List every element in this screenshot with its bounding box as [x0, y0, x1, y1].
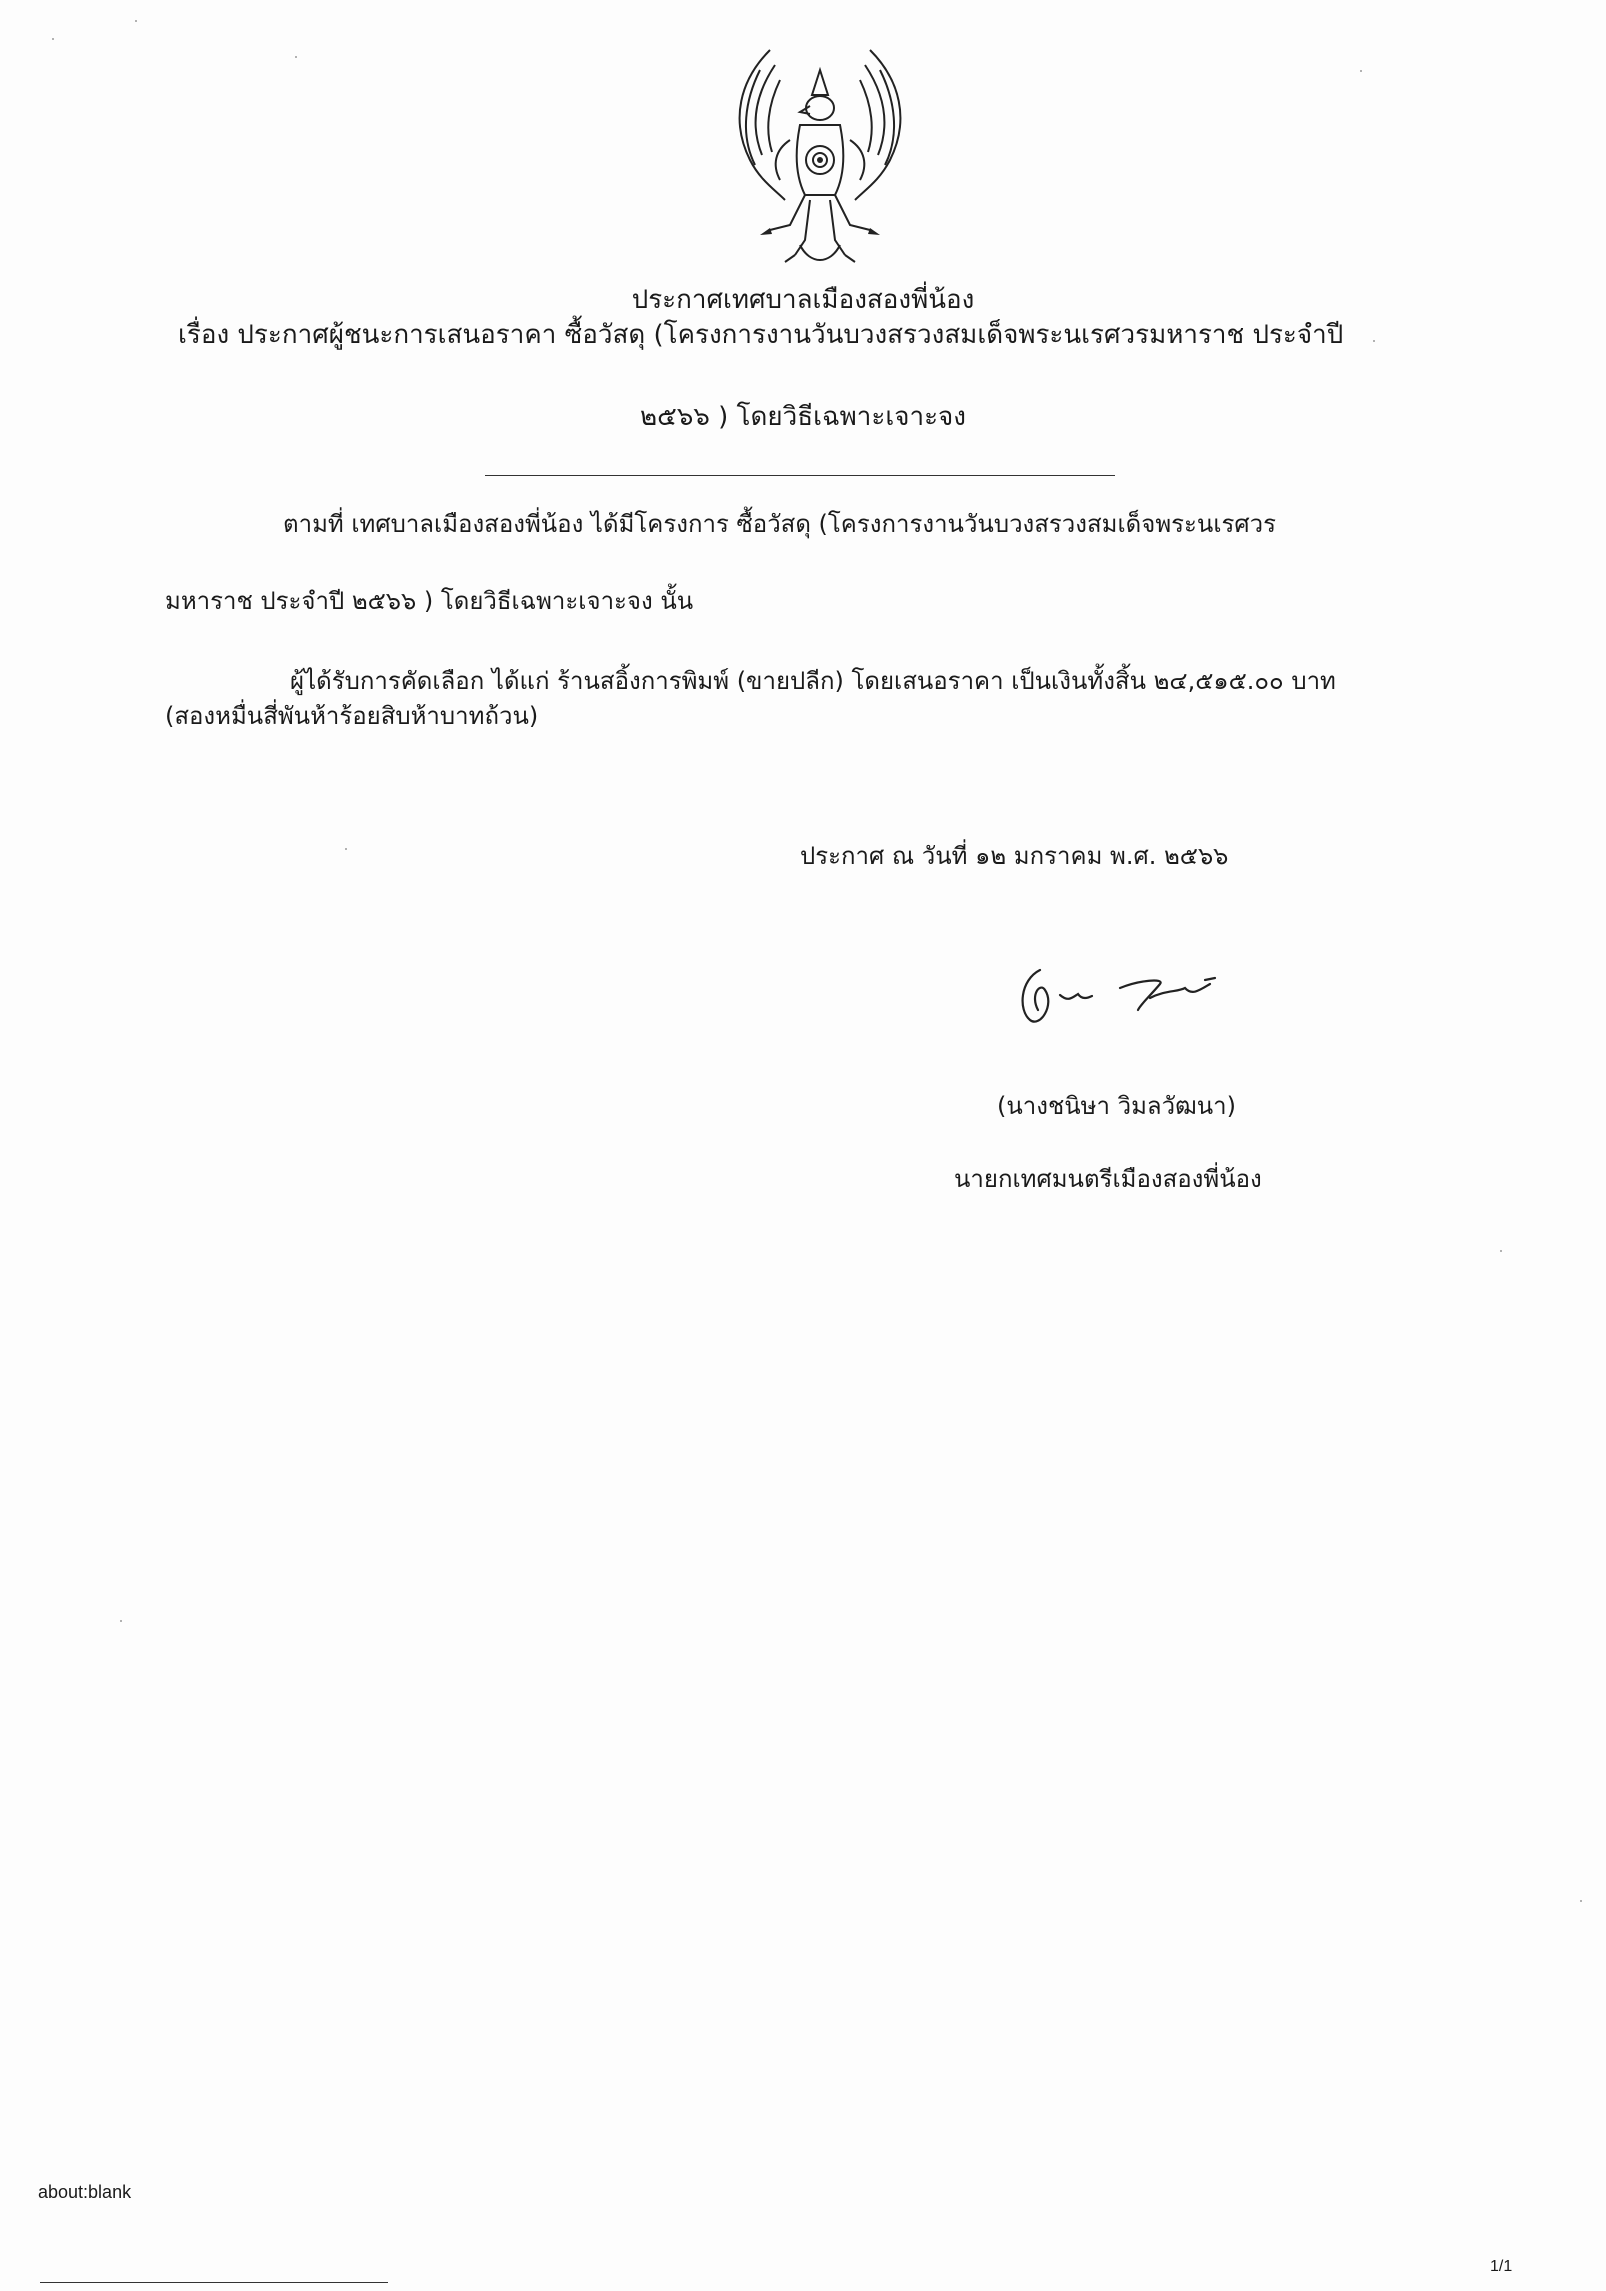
paragraph-1-line-2: มหาราช ประจำปี ๒๕๖๖ ) โดยวิธีเฉพาะเจาะจง นั้น: [165, 587, 694, 615]
scan-speck: [120, 1620, 122, 1622]
scan-speck: [345, 848, 347, 850]
scan-speck: [1580, 1900, 1582, 1902]
footer-page-counter: 1/1: [1490, 2258, 1513, 2275]
heading-divider: [485, 475, 1115, 476]
garuda-emblem-icon: [700, 40, 940, 280]
subject-line: เรื่อง ประกาศผู้ชนะการเสนอราคา ซื้อวัสดุ (โครงการงานวันบวงสรวงสมเด็จพระนเรศวรมหาราช ประจำปี: [178, 320, 1344, 350]
announcement-date: ประกาศ ณ วันที่ ๑๒ มกราคม พ.ศ. ๒๕๖๖: [800, 842, 1229, 870]
handwritten-signature-icon: [1000, 950, 1300, 1040]
scan-speck: [52, 38, 54, 40]
footer-divider: [40, 2282, 388, 2283]
signer-name: (นางชนิษา วิมลวัฒนา): [997, 1092, 1236, 1120]
scan-speck: [135, 20, 137, 22]
document-heading: ประกาศเทศบาลเมืองสองพี่น้อง: [631, 285, 975, 315]
scan-speck: [1500, 1250, 1502, 1252]
signer-title: นายกเทศมนตรีเมืองสองพี่น้อง: [954, 1165, 1262, 1193]
paragraph-1-line-1: ตามที่ เทศบาลเมืองสองพี่น้อง ได้มีโครงการ ซื้อวัสดุ (โครงการงานวันบวงสรวงสมเด็จพระนเรศวร: [283, 510, 1277, 538]
paragraph-2-line-1: ผู้ได้รับการคัดเลือก ได้แก่ ร้านสอิ้งการพิมพ์ (ขายปลีก) โดยเสนอราคา เป็นเงินทั้งสิ้น ๒๔,๕๑๕.๐๐ บาท: [290, 667, 1336, 695]
footer-url: about:blank: [38, 2182, 132, 2202]
paragraph-2-line-2: (สองหมื่นสี่พันห้าร้อยสิบห้าบาทถ้วน): [165, 702, 539, 730]
subject-line-continued: ๒๕๖๖ ) โดยวิธีเฉพาะเจาะจง: [640, 402, 966, 432]
scan-speck: [1360, 70, 1362, 72]
scan-speck: [295, 56, 297, 58]
